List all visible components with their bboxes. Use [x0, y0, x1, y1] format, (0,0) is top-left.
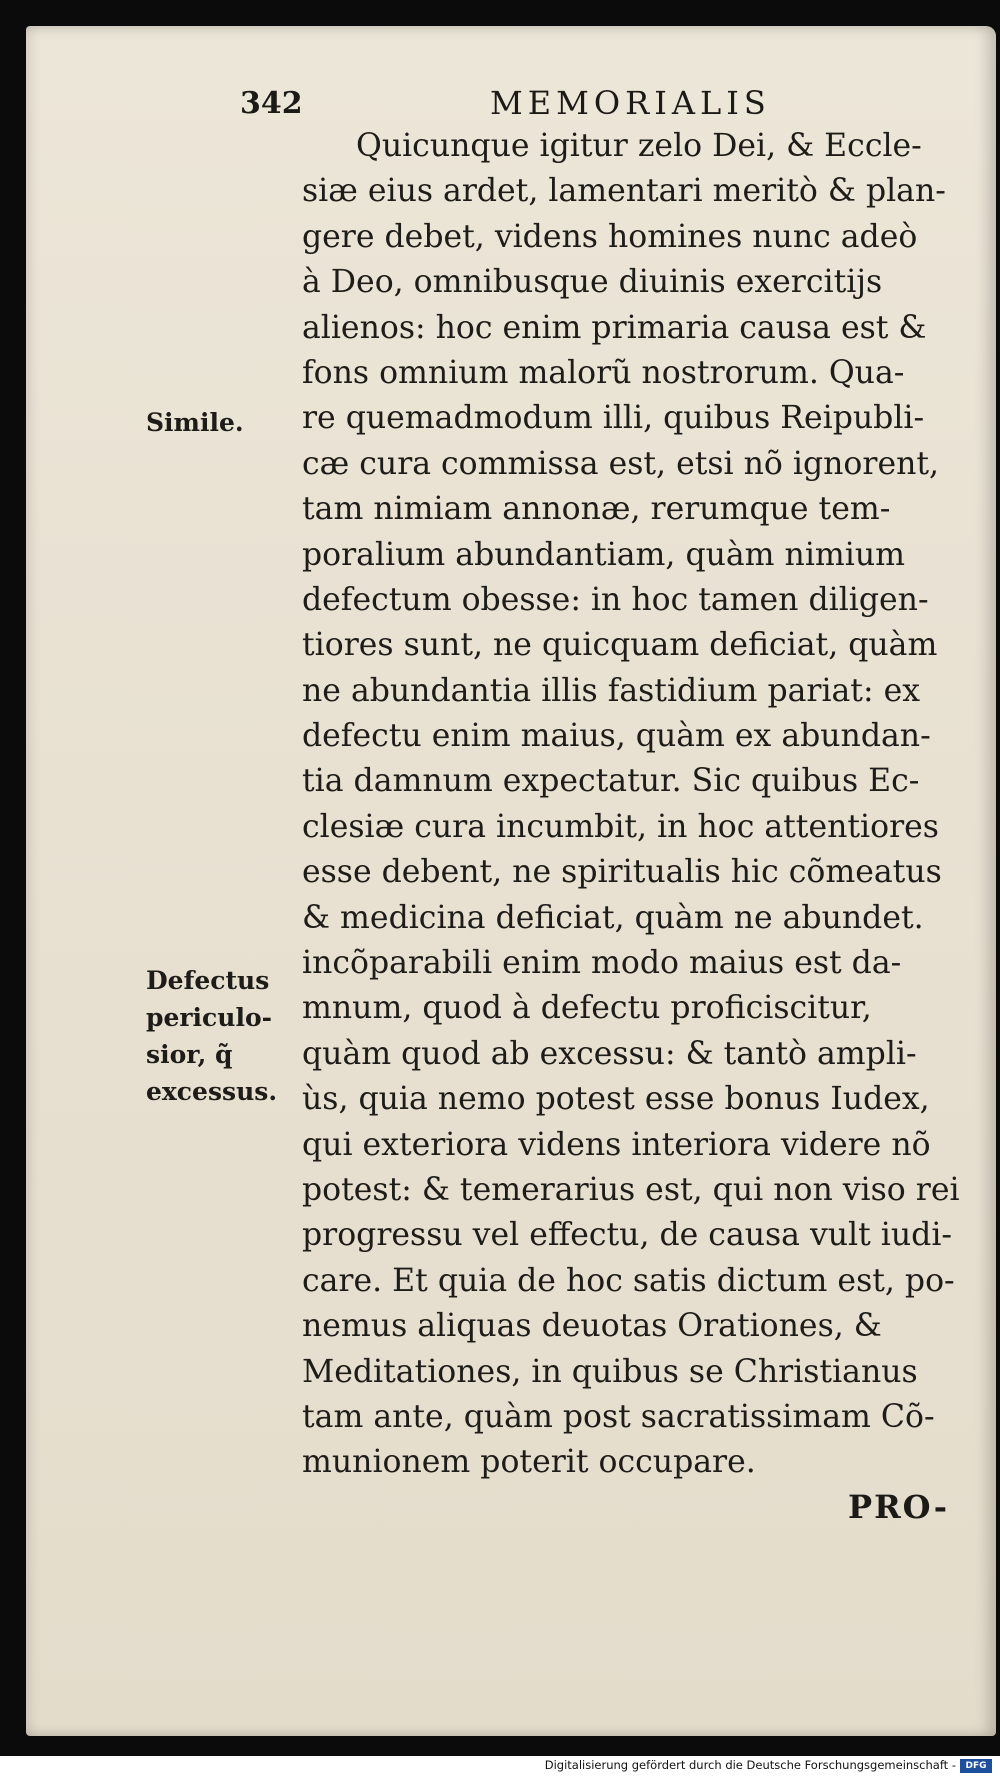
text-line: clesiæ cura incumbit, in hoc attentiores	[302, 808, 939, 845]
digitization-note: Digitalisierung gefördert durch die Deutsche Forschungsgemeinschaft -	[544, 1758, 956, 1772]
text-line: esse debent, ne spiritualis hic cõmeatus	[302, 854, 942, 891]
marginal-line: excessus.	[146, 1077, 278, 1106]
text-line: potest: & temerarius est, qui non viso rei	[302, 1171, 960, 1208]
marginal-line: Simile.	[146, 408, 244, 437]
text-line: quàm quod ab excessu: & tantò ampli-	[302, 1035, 917, 1072]
text-line: incõparabili enim modo maius est da-	[302, 945, 902, 982]
marginal-note-defectus	[146, 962, 277, 1110]
running-head: MEMORIALIS	[490, 84, 771, 122]
text-line: cæ cura commissa est, etsi nõ ignorent,	[302, 445, 940, 482]
text-line: Meditationes, in quibus se Christianus	[302, 1353, 918, 1390]
marginal-line: periculo-	[146, 1003, 273, 1032]
text-line: defectum obesse: in hoc tamen diligen-	[302, 581, 929, 618]
text-line: mnum, quod à defectu proficiscitur,	[302, 990, 872, 1027]
text-line: ne abundantia illis fastidium pariat: ex	[302, 672, 920, 709]
text-line: gere debet, videns homines nunc adeò	[302, 218, 918, 255]
text-line: siæ eius ardet, lamentari meritò & plan-	[302, 173, 946, 210]
body-text	[302, 124, 977, 1486]
text-line: Quicunque igitur zelo Dei, & Eccle-	[356, 128, 922, 164]
text-line: ùs, quia nemo potest esse bonus Iudex,	[302, 1081, 930, 1118]
text-line: care. Et quia de hoc satis dictum est, po-	[302, 1262, 955, 1299]
text-line: & medicina deficiat, quàm ne abundet.	[302, 899, 924, 936]
text-line: progressu vel effectu, de causa vult iudi-	[302, 1217, 953, 1254]
text-line: munionem poterit occupare.	[302, 1444, 756, 1481]
text-line: tam nimiam annonæ, rerumque tem-	[302, 491, 891, 528]
text-line: tia damnum expectatur. Sic quibus Ec-	[302, 763, 920, 800]
text-line: re quemadmodum illi, quibus Reipubli-	[302, 400, 925, 437]
text-line: nemus aliquas deuotas Orationes, &	[302, 1308, 882, 1345]
text-line: à Deo, omnibusque diuinis exercitijs	[302, 264, 883, 301]
marginal-line: sior, q̃	[146, 1040, 233, 1069]
marginal-line: Defectus	[146, 966, 270, 995]
text-line: defectu enim maius, quàm ex abundan-	[302, 718, 931, 755]
marginal-note-simile	[146, 404, 244, 441]
text-line: qui exteriora videns interiora videre nõ	[302, 1126, 931, 1163]
text-line: fons omnium malorũ nostrorum. Qua-	[302, 354, 905, 391]
catchword: PRO-	[848, 1488, 949, 1526]
text-line: tiores sunt, ne quicquam deficiat, quàm	[302, 627, 938, 664]
text-line: tam ante, quàm post sacratissimam Cõ-	[302, 1398, 935, 1435]
text-line: poralium abundantiam, quàm nimium	[302, 536, 906, 573]
text-line: alienos: hoc enim primaria causa est &	[302, 309, 927, 346]
dfg-logo-icon: DFG	[960, 1759, 992, 1773]
page-number: 342	[240, 86, 303, 121]
